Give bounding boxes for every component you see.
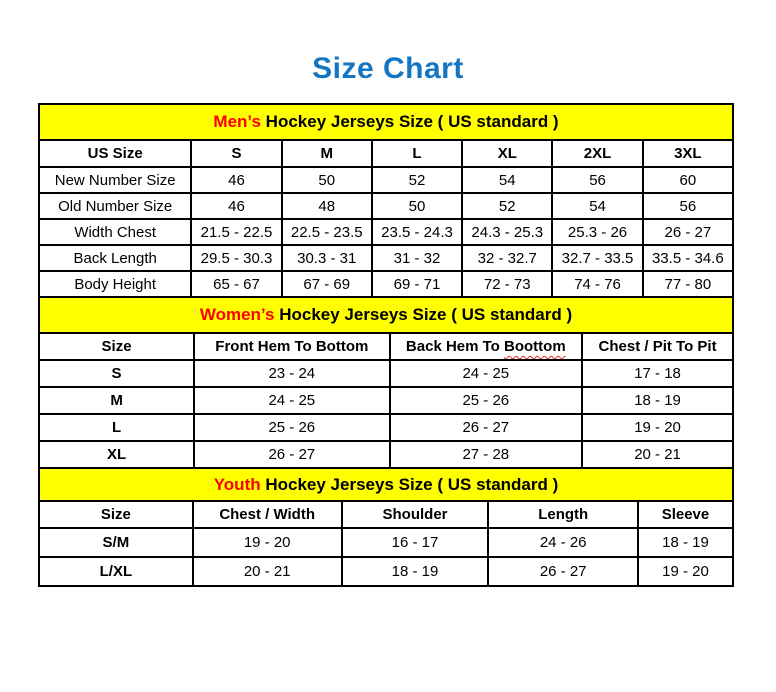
size-value: 32.7 - 33.5 — [552, 245, 642, 271]
table-row — [39, 360, 733, 387]
size-value: 56 — [552, 167, 642, 193]
row-label: L/XL — [39, 557, 193, 586]
page-title: Size Chart — [312, 52, 464, 85]
row-label: XL — [39, 441, 194, 468]
size-value: 52 — [372, 167, 462, 193]
column-header: Size — [39, 501, 193, 528]
table-row — [39, 528, 733, 557]
size-value: 19 - 20 — [582, 414, 733, 441]
size-value: 18 - 19 — [638, 528, 733, 557]
size-value: 48 — [282, 193, 372, 219]
size-value: 18 - 19 — [342, 557, 489, 586]
column-header: 3XL — [643, 140, 733, 167]
womens-highlight-label: Women’s — [199, 305, 275, 324]
mens-highlight-label: Men’s — [213, 112, 261, 131]
size-value: 24 - 26 — [488, 528, 638, 557]
size-value: 23.5 - 24.3 — [372, 219, 462, 245]
size-chart — [38, 103, 734, 587]
column-header: S — [191, 140, 281, 167]
size-value: 20 - 21 — [582, 441, 733, 468]
size-value: 20 - 21 — [193, 557, 342, 586]
row-label: L — [39, 414, 194, 441]
table-row — [39, 387, 733, 414]
column-header: US Size — [39, 140, 191, 167]
size-value: 16 - 17 — [342, 528, 489, 557]
size-value: 24.3 - 25.3 — [462, 219, 552, 245]
size-value: 18 - 19 — [582, 387, 733, 414]
youth-header-text: Hockey Jerseys Size ( US standard ) — [260, 475, 559, 494]
youth-size-section — [38, 467, 734, 587]
mens-size-section — [38, 103, 734, 298]
column-header: Length — [488, 501, 638, 528]
size-value: 26 - 27 — [643, 219, 733, 245]
size-value: 17 - 18 — [582, 360, 733, 387]
column-header-row — [39, 501, 733, 528]
size-value: 21.5 - 22.5 — [191, 219, 281, 245]
size-value: 56 — [643, 193, 733, 219]
size-value: 22.5 - 23.5 — [282, 219, 372, 245]
size-value: 30.3 - 31 — [282, 245, 372, 271]
row-label: Old Number Size — [39, 193, 191, 219]
column-header: Sleeve — [638, 501, 733, 528]
row-label: New Number Size — [39, 167, 191, 193]
size-value: 54 — [462, 167, 552, 193]
mens-section-header — [38, 103, 734, 141]
column-header: L — [372, 140, 462, 167]
size-value: 24 - 25 — [194, 387, 389, 414]
size-value: 52 — [462, 193, 552, 219]
size-value: 31 - 32 — [372, 245, 462, 271]
column-header-row — [39, 333, 733, 360]
size-value: 25 - 26 — [390, 387, 583, 414]
size-value: 50 — [372, 193, 462, 219]
column-header: Shoulder — [342, 501, 489, 528]
womens-size-section — [38, 296, 734, 469]
column-header: Front Hem To Bottom — [194, 333, 389, 360]
size-value: 24 - 25 — [390, 360, 583, 387]
size-value: 26 - 27 — [194, 441, 389, 468]
column-header: Size — [39, 333, 194, 360]
column-header: 2XL — [552, 140, 642, 167]
womens-section-header — [38, 296, 734, 334]
womens-size-table — [38, 332, 734, 469]
size-value: 67 - 69 — [282, 271, 372, 297]
row-label: M — [39, 387, 194, 414]
size-value: 54 — [552, 193, 642, 219]
size-value: 19 - 20 — [193, 528, 342, 557]
column-header: Chest / Pit To Pit — [582, 333, 733, 360]
size-value: 72 - 73 — [462, 271, 552, 297]
size-value: 46 — [191, 167, 281, 193]
column-header-row — [39, 140, 733, 167]
table-row — [39, 167, 733, 193]
size-value: 74 - 76 — [552, 271, 642, 297]
row-label: Width Chest — [39, 219, 191, 245]
column-header: Back Hem To Boottom — [390, 333, 583, 360]
size-value: 25.3 - 26 — [552, 219, 642, 245]
table-row — [39, 193, 733, 219]
youth-section-header — [38, 467, 734, 502]
column-header: M — [282, 140, 372, 167]
row-label: S — [39, 360, 194, 387]
size-value: 29.5 - 30.3 — [191, 245, 281, 271]
size-value: 27 - 28 — [390, 441, 583, 468]
size-value: 69 - 71 — [372, 271, 462, 297]
column-header: XL — [462, 140, 552, 167]
mens-size-table — [38, 139, 734, 298]
size-value: 32 - 32.7 — [462, 245, 552, 271]
size-value: 19 - 20 — [638, 557, 733, 586]
youth-highlight-label: Youth — [213, 475, 261, 494]
youth-size-table — [38, 500, 734, 587]
size-value: 23 - 24 — [194, 360, 389, 387]
table-row — [39, 271, 733, 297]
size-value: 26 - 27 — [488, 557, 638, 586]
table-row — [39, 219, 733, 245]
table-row — [39, 557, 733, 586]
table-row — [39, 414, 733, 441]
table-row — [39, 245, 733, 271]
column-header: Chest / Width — [193, 501, 342, 528]
size-value: 25 - 26 — [194, 414, 389, 441]
mens-header-text: Hockey Jerseys Size ( US standard ) — [260, 112, 559, 131]
size-value: 46 — [191, 193, 281, 219]
womens-header-text: Hockey Jerseys Size ( US standard ) — [274, 305, 573, 324]
size-value: 33.5 - 34.6 — [643, 245, 733, 271]
size-value: 65 - 67 — [191, 271, 281, 297]
table-row — [39, 441, 733, 468]
size-value: 50 — [282, 167, 372, 193]
row-label: Body Height — [39, 271, 191, 297]
row-label: Back Length — [39, 245, 191, 271]
size-value: 60 — [643, 167, 733, 193]
size-value: 26 - 27 — [390, 414, 583, 441]
misspelled-word: Boottom — [504, 338, 566, 355]
row-label: S/M — [39, 528, 193, 557]
size-value: 77 - 80 — [643, 271, 733, 297]
